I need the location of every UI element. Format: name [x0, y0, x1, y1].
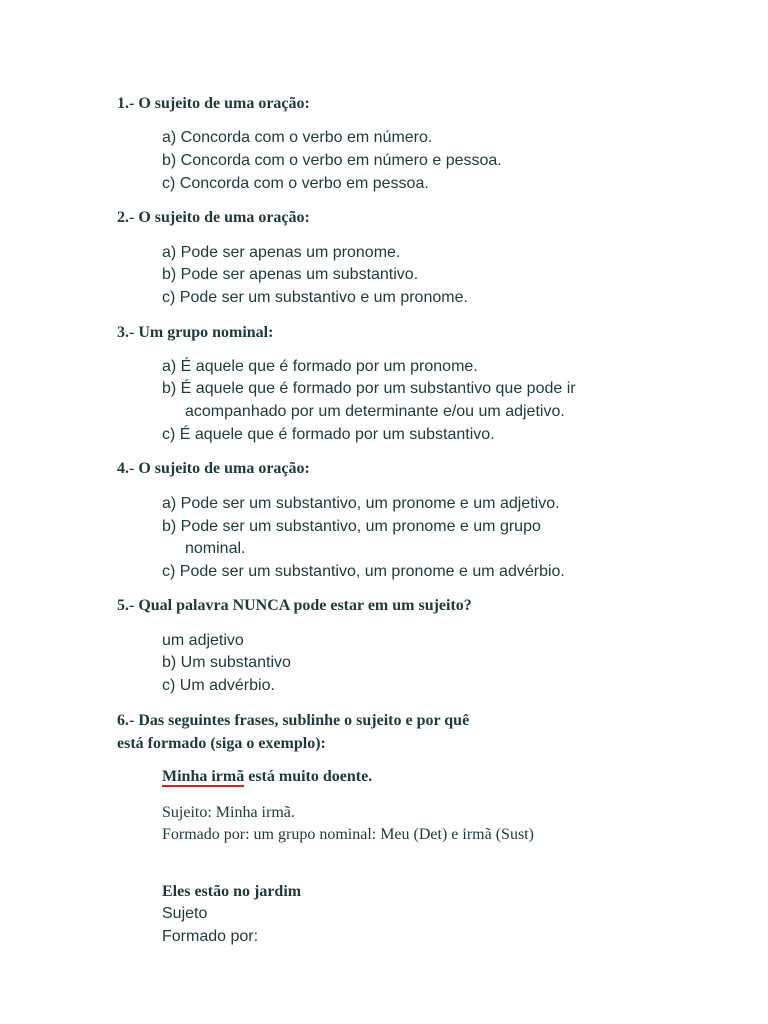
- q2-option-c: c) Pode ser um substantivo e um pronome.: [162, 289, 468, 306]
- q5-option-c: c) Um advérbio.: [162, 677, 275, 694]
- q2-option-a: a) Pode ser apenas um pronome.: [162, 244, 401, 261]
- q5-option-a: um adjetivo: [162, 632, 244, 649]
- example-sujeito: Sujeito: Minha irmã.: [162, 804, 295, 821]
- q3-option-a: a) É aquele que é formado por um pronome.: [162, 358, 478, 375]
- q1-option-c: c) Concorda com o verbo em pessoa.: [162, 175, 429, 192]
- example-subject-underlined: Minha irmã: [162, 768, 245, 785]
- q3-option-b: b) É aquele que é formado por um substantivo que pode ir: [162, 380, 576, 397]
- q1-option-b: b) Concorda com o verbo em número e pessoa.: [162, 152, 502, 169]
- q4-option-c: c) Pode ser um substantivo, um pronome e um advérbio.: [162, 563, 565, 580]
- question-4-title: 4.- O sujeito de uma oração:: [117, 460, 310, 477]
- question-2-title: 2.- O sujeito de uma oração:: [117, 209, 310, 226]
- q2-option-b: b) Pode ser apenas um substantivo.: [162, 266, 419, 283]
- question-5-title: 5.- Qual palavra NUNCA pode estar em um sujeito?: [117, 597, 472, 614]
- exercise-formado: Formado por:: [162, 928, 259, 945]
- question-6-title-line2: está formado (siga o exemplo):: [117, 735, 326, 752]
- exercise-sentence: Eles estão no jardim: [162, 883, 302, 900]
- example-sentence: [162, 766, 372, 788]
- example-predicate: está muito doente.: [244, 768, 373, 785]
- q5-option-b: b) Um substantivo: [162, 654, 291, 671]
- example-formado: Formado por: um grupo nominal: Meu (Det) e irmã (Sust): [162, 826, 534, 843]
- question-3-title: 3.- Um grupo nominal:: [117, 324, 274, 341]
- q4-option-b: b) Pode ser um substantivo, um pronome e um grupo: [162, 518, 541, 535]
- question-6-title-line1: 6.- Das seguintes frases, sublinhe o sujeito e por quê: [117, 712, 470, 729]
- q4-option-b-continued: nominal.: [185, 540, 246, 557]
- exercise-sujeito: Sujeto: [162, 905, 208, 922]
- q3-option-c: c) É aquele que é formado por um substantivo.: [162, 426, 495, 443]
- q3-option-b-continued: acompanhado por um determinante e/ou um adjetivo.: [185, 403, 565, 420]
- question-1-title: 1.- O sujeito de uma oração:: [117, 95, 310, 112]
- q1-option-a: a) Concorda com o verbo em número.: [162, 129, 433, 146]
- q4-option-a: a) Pode ser um substantivo, um pronome e um adjetivo.: [162, 495, 560, 512]
